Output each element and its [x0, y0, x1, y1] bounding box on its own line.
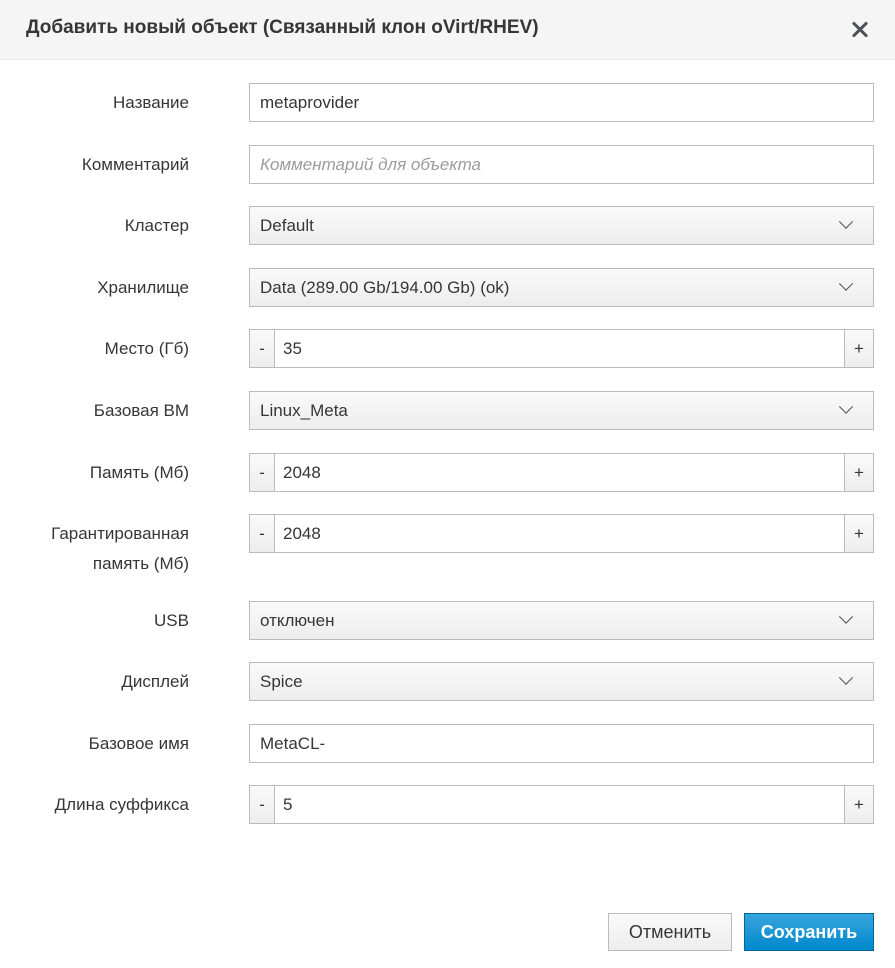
guaranteed-memory-decrement-button[interactable]: -: [249, 514, 275, 553]
suffix-length-stepper: [249, 785, 874, 824]
base-vm-label: Базовая ВМ: [93, 401, 189, 420]
storage-select[interactable]: [249, 268, 874, 307]
base-vm-select-value: Linux_Meta: [260, 400, 348, 420]
cancel-button[interactable]: Отменить: [608, 913, 732, 951]
usb-select[interactable]: [249, 601, 874, 640]
guaranteed-memory-increment-button[interactable]: +: [844, 514, 874, 553]
suffix-length-decrement-button[interactable]: -: [249, 785, 275, 824]
display-label: Дисплей: [121, 672, 189, 691]
name-label: Название: [113, 93, 189, 112]
memory-stepper: [249, 453, 874, 492]
suffix-length-label: Длина суффикса: [54, 795, 189, 814]
cluster-select-value: Default: [260, 215, 314, 235]
memory-input[interactable]: [275, 453, 844, 492]
memory-label: Память (Мб): [89, 463, 189, 482]
cluster-select[interactable]: [249, 206, 874, 245]
display-select[interactable]: [249, 662, 874, 701]
chevron-down-icon: [839, 214, 853, 228]
base-name-label: Базовое имя: [88, 734, 189, 753]
guaranteed-memory-label: Гарантированная память (Мб): [51, 524, 189, 573]
chevron-down-icon: [839, 399, 853, 413]
memory-increment-button[interactable]: +: [844, 453, 874, 492]
chevron-down-icon: [839, 609, 853, 623]
display-select-value: Spice: [260, 671, 303, 691]
chevron-down-icon: [839, 670, 853, 684]
comment-label: Комментарий: [81, 155, 189, 174]
disk-size-stepper: [249, 329, 874, 368]
cluster-label: Кластер: [124, 216, 189, 235]
memory-decrement-button[interactable]: -: [249, 453, 275, 492]
chevron-down-icon: [839, 276, 853, 290]
suffix-length-input[interactable]: [275, 785, 844, 824]
dialog-title: Добавить новый объект (Связанный клон oVirt/RHEV): [26, 17, 539, 38]
comment-input[interactable]: [249, 145, 874, 184]
name-input[interactable]: [249, 83, 874, 122]
base-name-input[interactable]: [249, 724, 874, 763]
suffix-length-increment-button[interactable]: +: [844, 785, 874, 824]
dialog-header: [0, 0, 895, 60]
disk-size-decrement-button[interactable]: -: [249, 329, 275, 368]
usb-select-value: отключен: [260, 610, 335, 630]
usb-label: USB: [154, 611, 189, 630]
disk-size-label: Место (Гб): [104, 339, 189, 358]
disk-size-increment-button[interactable]: +: [844, 329, 874, 368]
save-button[interactable]: Сохранить: [744, 913, 874, 951]
guaranteed-memory-input[interactable]: [275, 514, 844, 553]
base-vm-select[interactable]: [249, 391, 874, 430]
guaranteed-memory-stepper: [249, 514, 874, 553]
disk-size-input[interactable]: [275, 329, 844, 368]
storage-label: Хранилище: [97, 278, 189, 297]
storage-select-value: Data (289.00 Gb/194.00 Gb) (ok): [260, 277, 510, 297]
close-icon[interactable]: [842, 12, 878, 48]
